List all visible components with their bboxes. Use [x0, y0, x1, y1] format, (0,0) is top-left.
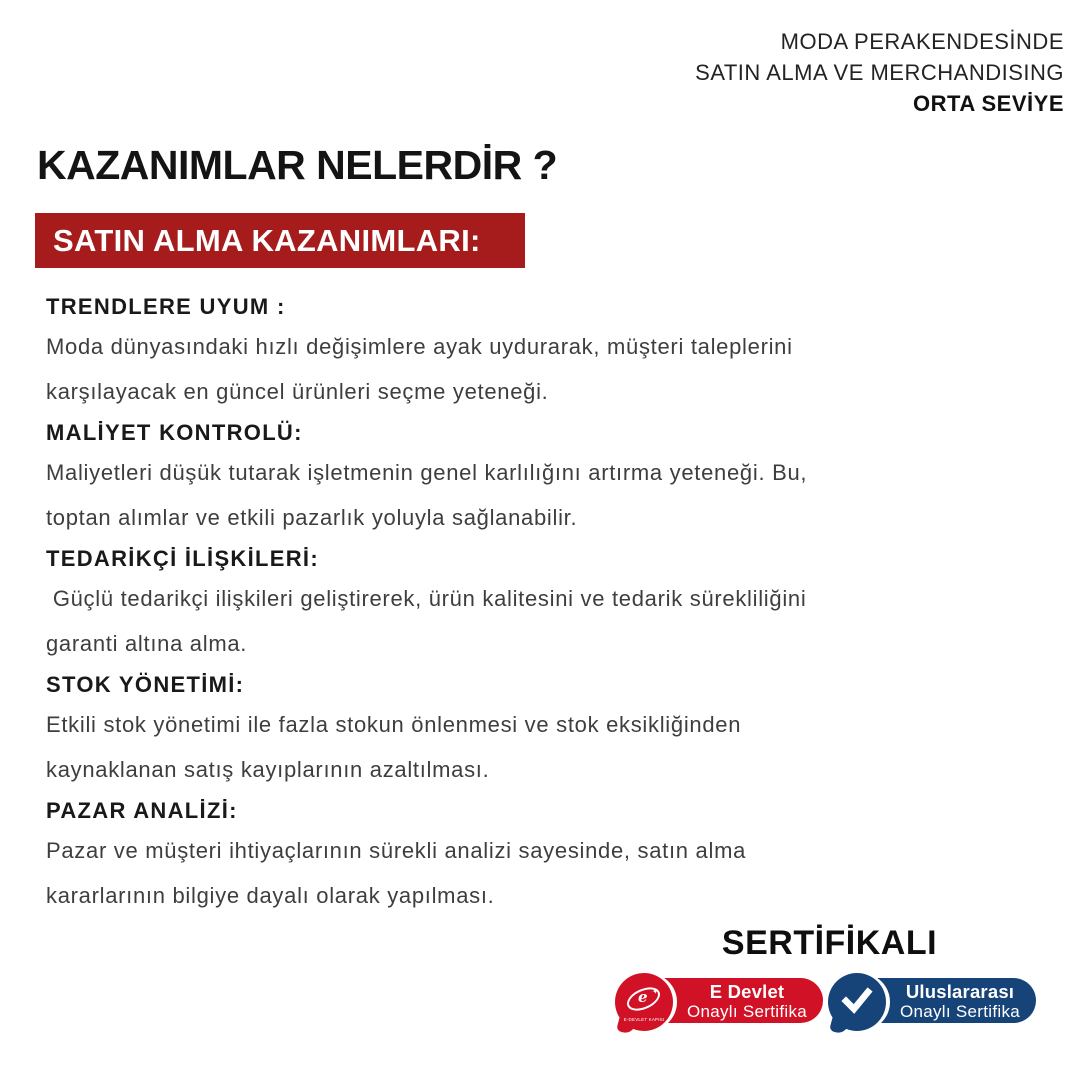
course-title-line1: MODA PERAKENDESİNDE — [780, 29, 1064, 54]
e-devlet-logo — [615, 973, 673, 1031]
page-title: KAZANIMLAR NELERDİR ? — [37, 142, 558, 188]
section-body-line: toptan alımlar ve etkili pazarlık yoluyla sağlanabilir. — [46, 505, 578, 530]
section-heading: TEDARİKÇİ İLİŞKİLERİ: — [46, 546, 319, 571]
section-heading: TRENDLERE UYUM : — [46, 294, 286, 319]
section-heading: PAZAR ANALİZİ: — [46, 798, 238, 823]
section-banner — [35, 213, 525, 268]
section-maliyet-kontrolu — [46, 416, 1044, 540]
badge-sub-label: Onaylı Sertifika — [899, 1001, 1021, 1021]
e-devlet-caption: E-DEVLET KAPISI — [623, 1017, 665, 1022]
certificate-badges-row — [615, 973, 1036, 1033]
banner-label: SATIN ALMA KAZANIMLARI: — [53, 223, 481, 258]
section-body-line: karşılayacak en güncel ürünleri seçme yeteneği. — [46, 379, 549, 404]
course-header — [695, 26, 1064, 119]
badge-e-devlet — [615, 973, 823, 1033]
section-body-line: Etkili stok yönetimi ile fazla stokun önlenmesi ve stok eksikliğinden — [46, 712, 742, 737]
course-level: ORTA SEVİYE — [913, 91, 1064, 116]
course-title-line2: SATIN ALMA VE MERCHANDISING — [695, 60, 1064, 85]
section-body-line: Moda dünyasındaki hızlı değişimlere ayak uydurarak, müşteri taleplerini — [46, 334, 793, 359]
section-trendlere-uyum — [46, 290, 1044, 414]
section-body-line: Maliyetleri düşük tutarak işletmenin genel karlılığını artırma yeteneği. Bu, — [46, 460, 808, 485]
section-body-line: Güçlü tedarikçi ilişkileri geliştirerek, ürün kalitesini ve tedarik sürekliliğini — [46, 586, 807, 611]
section-pazar-analizi — [46, 794, 1044, 918]
e-devlet-logo-icon — [615, 973, 673, 1031]
section-body-line: garanti altına alma. — [46, 631, 248, 656]
section-heading: MALİYET KONTROLÜ: — [46, 420, 303, 445]
badge-international — [828, 973, 1036, 1033]
badge-bold-label: E Devlet — [709, 980, 785, 1002]
badge-sub-label: Onaylı Sertifika — [686, 1001, 808, 1021]
section-stok-yonetimi — [46, 668, 1044, 792]
star-icon: ✦ — [652, 987, 659, 996]
certified-title: SERTİFİKALI — [721, 924, 938, 962]
section-body-line: Pazar ve müşteri ihtiyaçlarının sürekli analizi sayesinde, satın alma — [46, 838, 747, 863]
e-devlet-letter: e — [638, 988, 648, 1006]
section-heading: STOK YÖNETİMİ: — [46, 672, 245, 697]
section-tedarikci-iliskileri — [46, 542, 1044, 666]
checkmark-icon — [828, 973, 886, 1031]
section-body-line: kaynaklanan satış kayıplarının azaltılması. — [46, 757, 490, 782]
section-body-line: kararlarının bilgiye dayalı olarak yapılması. — [46, 883, 495, 908]
benefits-list — [46, 290, 1044, 920]
badge-bold-label: Uluslararası — [905, 980, 1015, 1002]
